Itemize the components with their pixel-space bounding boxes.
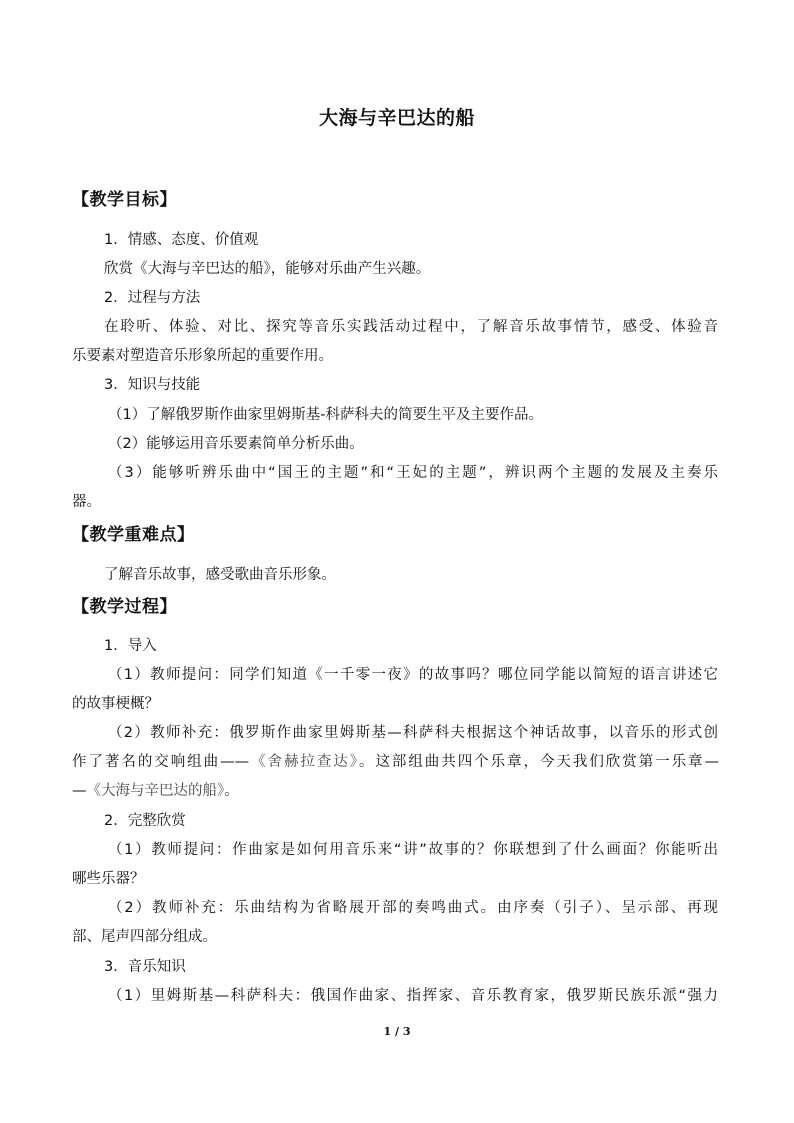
objectives-heading: 【教学目标】 [72, 190, 177, 210]
step-1-p2-line1: （2）教师补充：俄罗斯作曲家里姆斯基—科萨科夫根据这个神话故事，以音乐的形式创 [108, 725, 718, 741]
suite-title: 《舍赫拉查达》 [249, 754, 359, 770]
page-number: 1 / 3 [383, 1025, 411, 1038]
key-points-text: 了解音乐故事，感受歌曲音乐形象。 [104, 567, 336, 583]
objective-3-sub3-line1: （3）能够听辨乐曲中“国王的主题”和“王妃的主题”，辨识两个主题的发展及主奏乐 [108, 465, 718, 481]
step-1-p2-line2-c: 。这部组曲共四个乐章，今天我们欣赏第一乐章— [358, 754, 720, 770]
step-3-title: 3．音乐知识 [104, 959, 186, 975]
step-2-p2-line1: （2）教师补充：乐曲结构为省略展开部的奏鸣曲式。由序奏（引子）、呈示部、再现 [108, 900, 718, 916]
step-2-p1-line2: 哪些乐器？ [72, 871, 145, 887]
step-1-p2-line3-c: 。 [224, 783, 239, 799]
step-1-title: 1．导入 [104, 638, 157, 654]
step-1-p2-line2-a: 作了著名的交响组曲—— [72, 754, 250, 770]
process-heading: 【教学过程】 [72, 597, 177, 617]
movement-title: 《大海与辛巴达的船》 [86, 783, 225, 799]
step-1-p2-line2 [72, 751, 719, 773]
step-1-p1-line2: 的故事梗概？ [72, 696, 159, 712]
objective-1-text: 欣赏《大海与辛巴达的船》，能够对乐曲产生兴趣。 [104, 261, 431, 277]
objective-3-sub2: （2）能够运用音乐要素简单分析乐曲。 [108, 436, 364, 452]
document-title: 大海与辛巴达的船 [318, 107, 475, 129]
objective-3-title: 3．知识与技能 [104, 377, 201, 393]
step-2-title: 2．完整欣赏 [104, 813, 186, 829]
objective-2-text-line1: 在聆听、体验、对比、探究等音乐实践活动过程中，了解音乐故事情节，感受、体验音 [104, 319, 718, 335]
objective-2-text-line2: 乐要素对塑造音乐形象所起的重要作用。 [72, 348, 333, 364]
step-2-p2-line2: 部、尾声四部分组成。 [72, 929, 217, 945]
step-3-p1-line1: （1）里姆斯基—科萨科夫：俄国作曲家、指挥家、音乐教育家，俄罗斯民族乐派“强力 [108, 988, 718, 1004]
step-1-p2-line3 [72, 780, 239, 802]
step-2-p1-line1: （1）教师提问：作曲家是如何用音乐来“讲”故事的？你联想到了什么画面？你能听出 [108, 842, 718, 858]
objective-3-sub3-line2: 器。 [72, 494, 101, 510]
objective-1-title: 1．情感、态度、价值观 [104, 232, 259, 248]
step-1-p2-line3-a: — [72, 783, 87, 799]
key-points-heading: 【教学重难点】 [72, 525, 195, 545]
step-1-p1-line1: （1）教师提问：同学们知道《一千零一夜》的故事吗？哪位同学能以简短的语言讲述它 [108, 667, 718, 683]
objective-3-sub1: （1）了解俄罗斯作曲家里姆斯基-科萨科夫的简要生平及主要作品。 [108, 407, 543, 423]
objective-2-title: 2．过程与方法 [104, 290, 201, 306]
